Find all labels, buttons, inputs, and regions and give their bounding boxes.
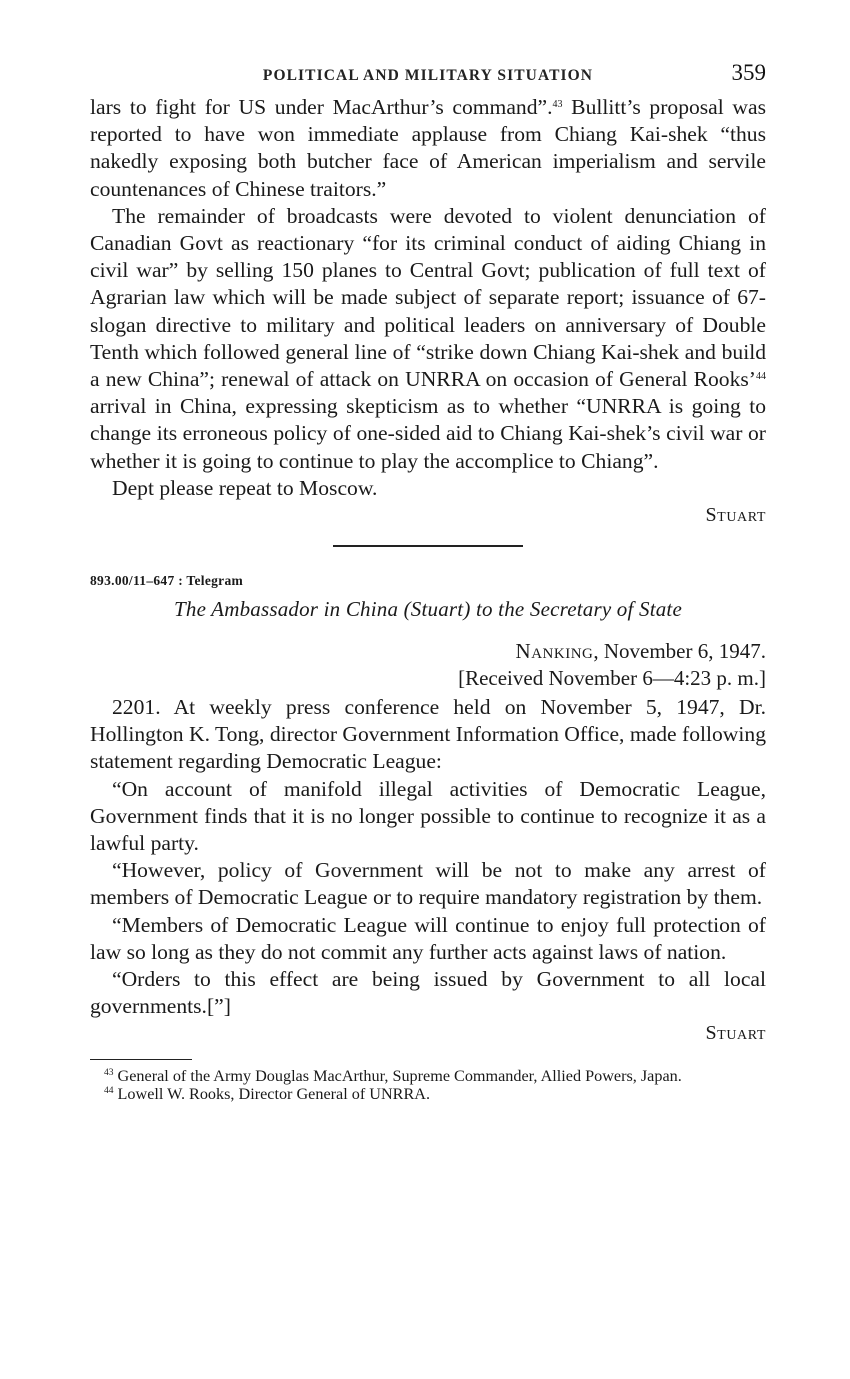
document-title: The Ambassador in China (Stuart) to the Secretary of State (174, 597, 682, 622)
paragraph: The remainder of broadcasts were devoted to violent denunciation of Canadian Govt as reactionary “for its criminal conduct of aiding Chiang in civil war” by selling 150 planes to Central Govt; publication of full text of Agrarian law which will be made subject of separate report; issuance of 67-slogan directive to military and political leaders on anniversary of Double Tenth which followed general line of “strike down Chiang Kai-shek and build a new China”; renewal of attack on UNRRA on occasion of General Rooks’$^{44}$ arrival in China, expressing skepticism as to whether “UNRRA is going to change its erroneous policy of one-sided aid to Chiang Kai-shek’s civil war or whether it is going to continue to play the accomplice to Chiang”. (90, 203, 766, 473)
footnote-ref-43[interactable]: 43 (552, 99, 563, 110)
telegram-body (90, 694, 766, 1020)
place-date (90, 638, 766, 665)
paragraph: “However, policy of Government will be not to make any arrest of members of Democratic League or to require mandatory registration by them. (90, 858, 766, 910)
page-number: 359 (731, 60, 766, 85)
document-page (90, 60, 766, 1103)
paragraph: lars to fight for US under MacArthur’s command”.$^{43}$ Bullitt’s proposal was reported to have won immediate applause from Chiang Kai-shek “thus nakedly exposing both butcher face of American imperialism and servile countenances of Chinese traitors.” (90, 95, 766, 201)
section-divider (333, 545, 523, 547)
paragraph: “Orders to this effect are being issued by Government to all local governments.[”] (90, 967, 766, 1019)
footnote-mark: 43 (104, 1068, 114, 1079)
paragraph: “Members of Democratic League will continue to enjoy full protection of law so long as they do not commit any further acts against laws of nation. (90, 912, 766, 964)
running-head (90, 60, 766, 94)
footnote-ref-44[interactable]: 44 (756, 371, 766, 383)
received-line: [Received November 6—4:23 p. m.] (458, 666, 766, 691)
signature: Stuart (705, 504, 766, 527)
running-title: POLITICAL AND MILITARY SITUATION (262, 67, 594, 84)
paragraph: Dept please repeat to Moscow. (112, 475, 378, 500)
previous-document-continuation (90, 94, 766, 502)
signature: Stuart (705, 1022, 766, 1045)
dateline (90, 638, 766, 692)
file-reference: 893.00/11–647 : Telegram (90, 573, 244, 589)
place: Nanking (515, 639, 594, 664)
footnote-mark: 44 (104, 1085, 114, 1096)
paragraph: 2201. At weekly press conference held on November 5, 1947, Dr. Hollington K. Tong, director Government Information Office, made following statement regarding Democratic League: (90, 695, 766, 774)
footnote: $^{43}$ General of the Army Douglas MacArthur, Supreme Commander, Allied Powers, Japan. (104, 1067, 682, 1086)
footnote: $^{44}$ Lowell W. Rooks, Director General of UNRRA. (104, 1084, 431, 1103)
paragraph: “On account of manifold illegal activities of Democratic League, Government finds that it is no longer possible to continue to recognize it as a lawful party. (90, 776, 766, 856)
footnote-divider (90, 1059, 192, 1060)
date: , November 6, 1947. (593, 639, 766, 664)
footnotes (90, 1068, 766, 1103)
